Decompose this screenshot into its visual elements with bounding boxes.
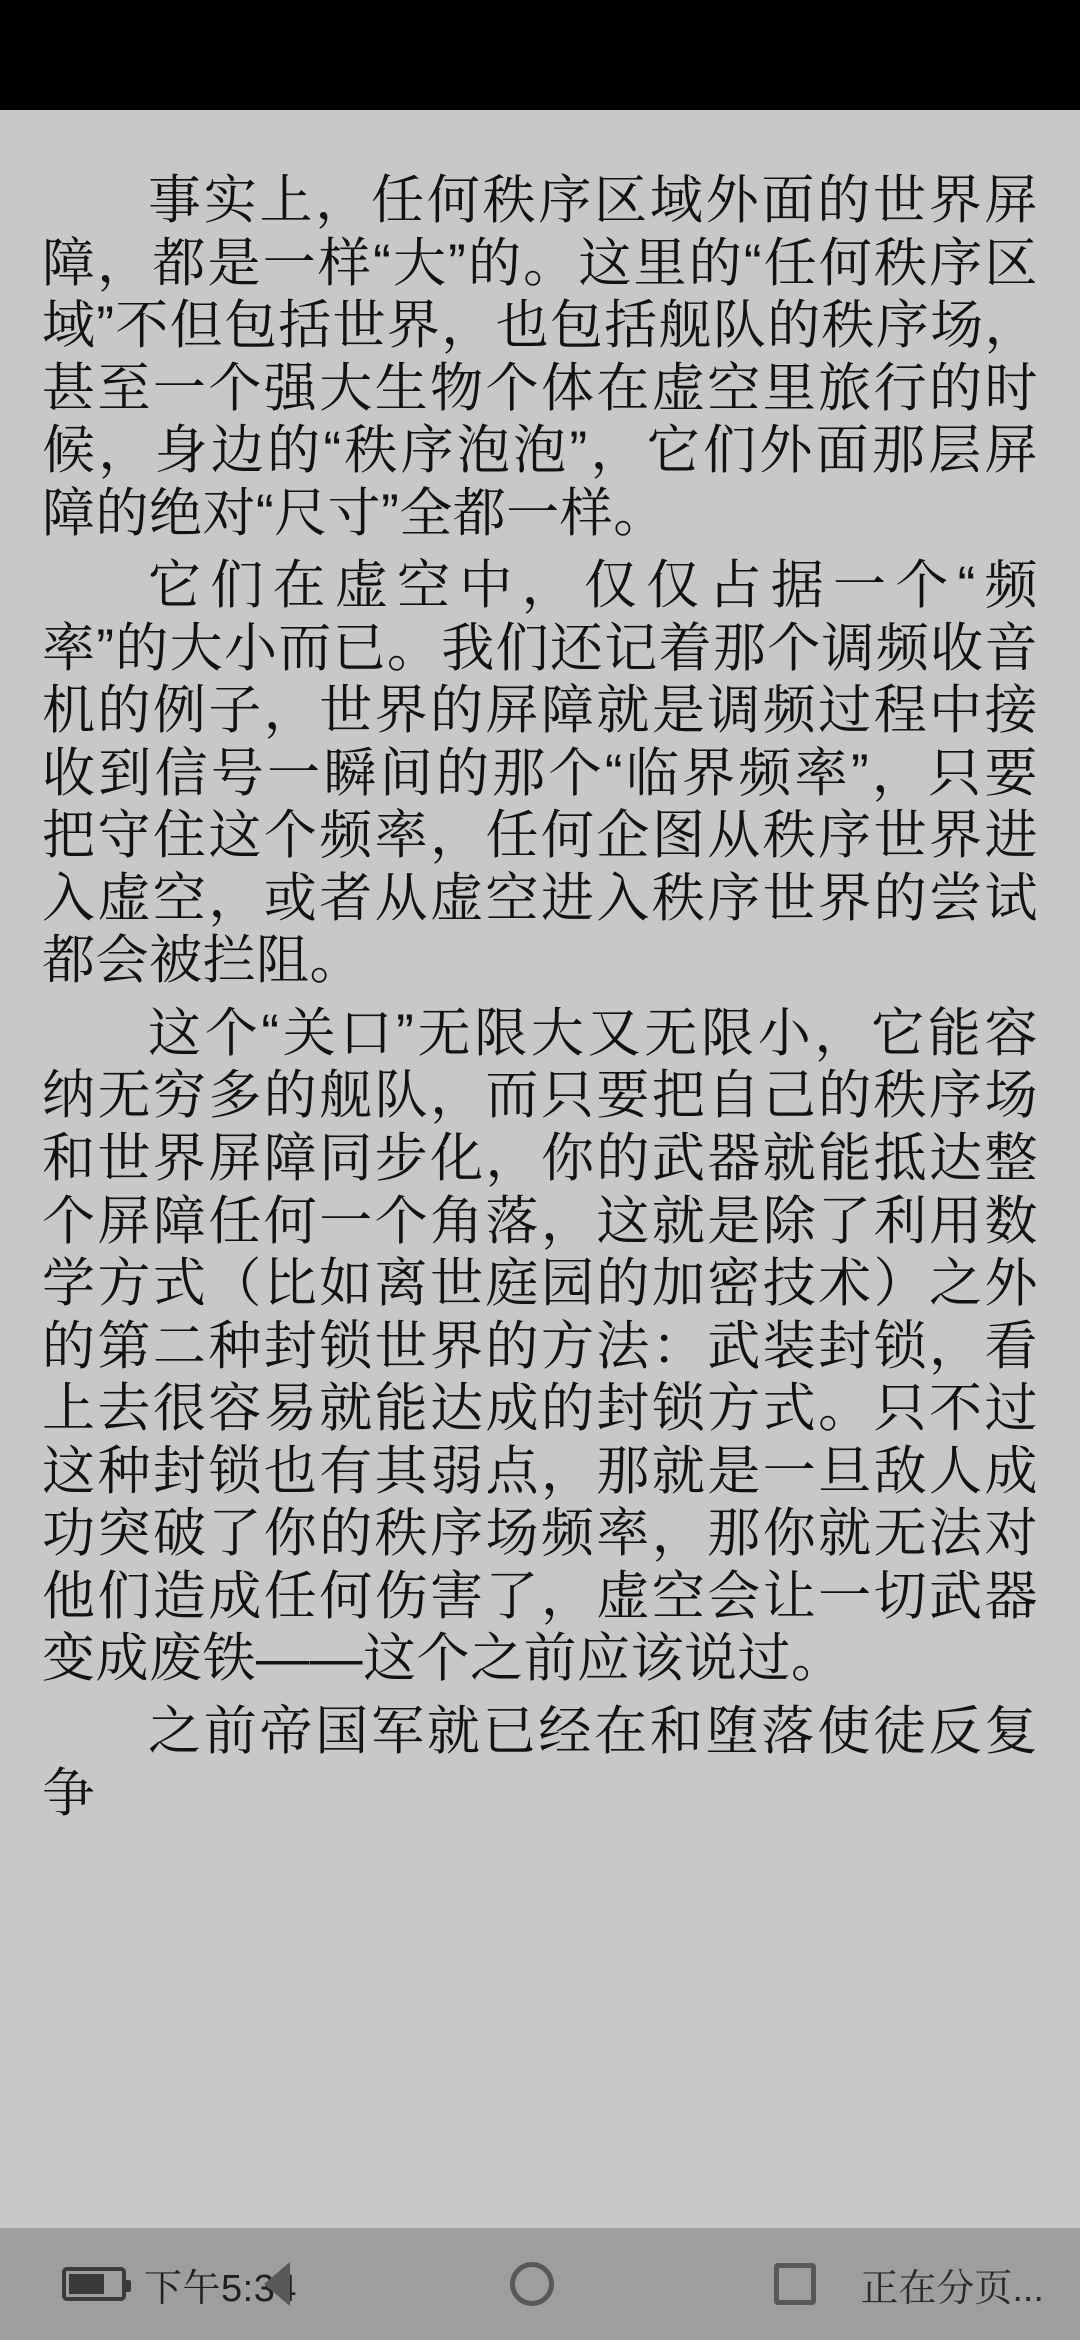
system-navigation-bar bbox=[0, 2228, 1080, 2340]
battery-icon bbox=[62, 2267, 126, 2301]
battery-fill bbox=[69, 2274, 104, 2294]
paragraph: 它们在虚空中，仅仅占据一个“频率”的大小而已。我们还记着那个调频收音机的例子，世界的屏障就是调频过程中接收到信号一瞬间的那个“临界频率”，只要把守住这个频率，任何企图从秩序世界进入虚空，或者从虚空进入秩序世界的尝试都会被拦阻。 bbox=[42, 556, 1038, 991]
reader-page[interactable] bbox=[0, 110, 1080, 2228]
paragraph: 之前帝国军就已经在和堕落使徒反复争 bbox=[42, 1701, 1038, 1824]
status-left-group bbox=[0, 2257, 297, 2312]
paragraph: 事实上，任何秩序区域外面的世界屏障，都是一样“大”的。这里的“任何秩序区域”不但包括世界，也包括舰队的秩序场，甚至一个强大生物个体在虚空里旅行的时候，身边的“秩序泡泡”，它们外面那层屏障的绝对“尺寸”全都一样。 bbox=[42, 171, 1038, 543]
home-circle-icon[interactable] bbox=[510, 2262, 554, 2306]
reader-text-body bbox=[0, 110, 1080, 1826]
clock-label: 下午5:34 bbox=[144, 2267, 297, 2310]
paragraph: 这个“关口”无限大又无限小，它能容纳无穷多的舰队，而只要把自己的秩序场和世界屏障同步化，你的武器就能抵达整个屏障任何一个角落，这就是除了利用数学方式（比如离世庭园的加密技术）之外的第二种封锁世界的方法：武装封锁，看上去很容易就能达成的封锁方式。只不过这种封锁也有其弱点，那就是一旦敌人成功突破了你的秩序场频率，那你就无法对他们造成任何伤害了，虚空会让一切武器变成废铁——这个之前应该说过。 bbox=[42, 1003, 1038, 1689]
recent-square-icon[interactable] bbox=[774, 2263, 816, 2305]
top-black-bar bbox=[0, 0, 1080, 110]
status-right-group bbox=[860, 2228, 1044, 2340]
pagination-status-label: 正在分页... bbox=[860, 2267, 1044, 2310]
